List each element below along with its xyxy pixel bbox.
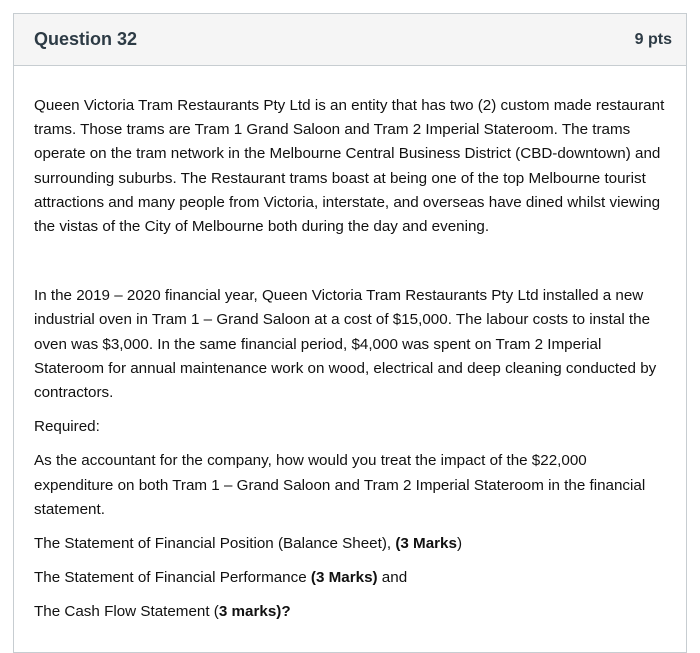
- requirement-cash-flow-marks: 3 marks)?: [218, 603, 291, 621]
- requirement-financial-performance-tail: and: [377, 569, 408, 587]
- question-points: 9 pts: [634, 30, 672, 48]
- question-header: [14, 14, 686, 66]
- required-label: Required:: [34, 418, 100, 436]
- requirement-cash-flow: [34, 600, 666, 624]
- scenario-paragraph: Queen Victoria Tram Restaurants Pty Ltd is an entity that has two (2) custom made restaurant trams. Those trams are Tram 1 Grand Saloon and Tram 2 Imperial Stateroom. The trams operate on the tram network in the Melbourne Central Business District (CBD-downtown) and surrounding suburbs. The Restaurant trams boast at being one of the top Melbourne tourist attractions and many people from Victoria, interstate, and overseas have dined whilst viewing the vistas of the City of Melbourne both during the day and evening.: [34, 97, 665, 236]
- requirement-cash-flow-text: The Cash Flow Statement (: [34, 603, 219, 621]
- requirement-balance-sheet-text: The Statement of Financial Position (Balance Sheet),: [34, 535, 396, 553]
- question-body: [14, 66, 686, 625]
- expenditure-paragraph: In the 2019 – 2020 financial year, Queen Victoria Tram Restaurants Pty Ltd installed a new industrial oven in Tram 1 – Grand Saloon at a cost of $15,000. The labour costs to instal the oven was $3,000. In the same financial period, $4,000 was spent on Tram 2 Imperial Stateroom for annual maintenance work on wood, electrical and deep cleaning conducted by contractors.: [34, 287, 657, 402]
- requirement-balance-sheet-close: ): [456, 535, 463, 553]
- requirement-financial-performance: [34, 566, 666, 590]
- requirement-balance-sheet: [34, 532, 666, 556]
- requirement-financial-performance-text: The Statement of Financial Performance: [34, 569, 311, 587]
- question-card: [13, 13, 687, 653]
- requirement-financial-performance-marks: (3 Marks): [310, 569, 378, 587]
- task-paragraph: As the accountant for the company, how would you treat the impact of the $22,000 expenditure on both Tram 1 – Grand Saloon and Tram 2 Imperial Stateroom in the financial statement.: [34, 452, 646, 518]
- requirement-balance-sheet-marks: (3 Marks: [395, 535, 457, 553]
- question-title: Question 32: [34, 29, 138, 49]
